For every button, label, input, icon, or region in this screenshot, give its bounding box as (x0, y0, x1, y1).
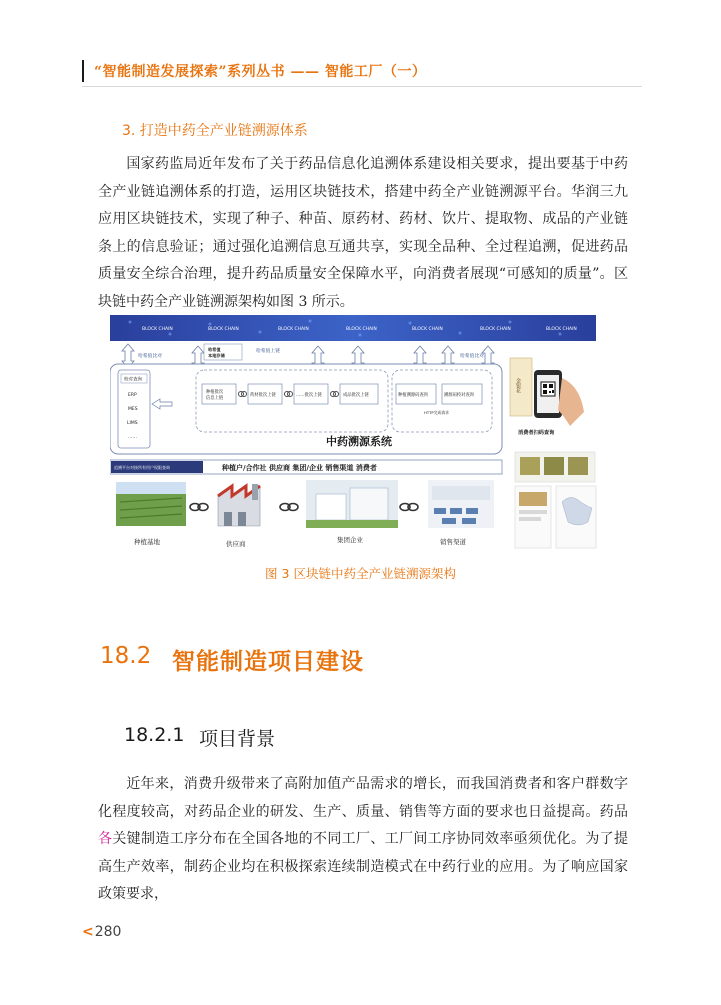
chain-box-label: 种植批次 (206, 390, 224, 395)
chain-box-label: 信息上链 (206, 396, 224, 401)
left-panel-item: MES (128, 407, 138, 412)
storage-label-2: 本地存储 (208, 353, 225, 358)
banner-label: BLOCK CHAIN (346, 327, 377, 332)
header-title: “智能制造发展探索”系列丛书 —— 智能工厂（一） (94, 64, 427, 80)
section-heading-3: 3. 打造中药全产业链溯源体系 (122, 123, 308, 139)
subsection-title: 项目背景 (199, 728, 276, 750)
paragraph-2 (98, 771, 629, 903)
page-number (82, 924, 121, 940)
banner-label: BLOCK CHAIN (546, 327, 577, 332)
query-box-label: 种植溯源码查询 (398, 393, 429, 398)
figure-caption: 图 3 区块链中药全产业链溯源架构 (265, 566, 456, 581)
section-number: 18.2 (100, 643, 152, 669)
left-panel-item: LIMS (127, 421, 138, 426)
banner-label: BLOCK CHAIN (412, 327, 443, 332)
storage-label: 哈希值 (208, 347, 221, 352)
left-panel-item: ERP (128, 393, 137, 398)
factory-image (218, 484, 260, 526)
section-title: 智能制造项目建设 (172, 649, 364, 675)
banner-label: BLOCK CHAIN (480, 327, 511, 332)
chain-box-label: ……批次上链 (296, 393, 322, 398)
page-number-value: 280 (94, 924, 122, 940)
paragraph-1-text: 国家药监局近年发布了关于药品信息化追溯体系建设相关要求，提出要基于中药全产业链追溯体系的打造，运用区块链技术，搭建中药全产业链溯源平台。华润三九应用区块链技术，实现了种子、种苗、原药材、药材、饮片、提取物、成品的产业链条上的信息验证；通过强化追溯信息互通共享，实现全品种、全过程追溯，促进药品质量安全综合治理，提升药品质量安全保障水平，向消费者展现“可感知的质量”。区块链中药全产业链溯源架构如图 3 所示。 (98, 156, 628, 310)
page-marker: < (82, 924, 94, 940)
product-label: 金银花 (515, 378, 521, 393)
paragraph-2-part-1: 近年来，消费升级带来了高附加值产品需求的增长，而我国消费者和客户群数字化程度较高，对药品企业的研发、生产、质量、销售等方面的要求也日益提高。药品 (98, 776, 628, 820)
section-heading-18-2 (100, 643, 364, 676)
figure-blockchain-architecture (110, 312, 608, 552)
hash-compare-label: 哈希值比对 (138, 354, 162, 359)
http-label: HTTP完成请求 (424, 410, 449, 415)
node-label: 集团企业 (337, 536, 363, 544)
left-panel-item: …… (128, 435, 137, 440)
node-label: 供应商 (226, 540, 246, 548)
node-label: 销售渠道 (440, 538, 466, 546)
platform-label: 追溯平台对接所有用户权限查询 (114, 465, 170, 470)
chain-box-label: 成品批次上链 (343, 393, 369, 398)
paragraph-2-highlight: 各 (98, 831, 113, 848)
left-panel-title: 校对查询 (124, 377, 142, 383)
paragraph-2-part-2: 关键制造工序分布在全国各地的不同工厂、工厂间工序协同效率亟须优化。为了提高生产效率，制药企业均在积极探索连续制造模式在中药行业的应用。为了响应国家政策要求， (98, 831, 629, 903)
product-box-image (510, 358, 532, 416)
section-heading-18-2-1 (124, 724, 275, 751)
system-title: 中药溯源系统 (326, 435, 392, 448)
traceability-system-frame (110, 364, 502, 454)
header-bar (82, 60, 84, 82)
hash-compare-label-right: 哈希值比对 (460, 354, 484, 359)
query-box-label: 溯源码校对查询 (444, 393, 475, 398)
banner-label: BLOCK CHAIN (278, 327, 309, 332)
subsection-number: 18.2.1 (124, 724, 185, 746)
paragraph-1 (98, 151, 628, 310)
running-header (82, 60, 426, 82)
node-label: 种植基地 (134, 538, 160, 546)
chain-box-label: 药材批次上链 (250, 393, 276, 398)
banner-label: BLOCK CHAIN (142, 327, 173, 332)
banner-label: BLOCK CHAIN (208, 327, 239, 332)
hash-chain-label: 哈希值上链 (256, 349, 280, 354)
hand-image (558, 378, 584, 426)
participants-label: 种植户/合作社 供应商 集团/企业 销售渠道 消费者 (222, 464, 377, 472)
scan-label: 消费者扫码查询 (518, 430, 555, 436)
header-rule (82, 86, 642, 87)
